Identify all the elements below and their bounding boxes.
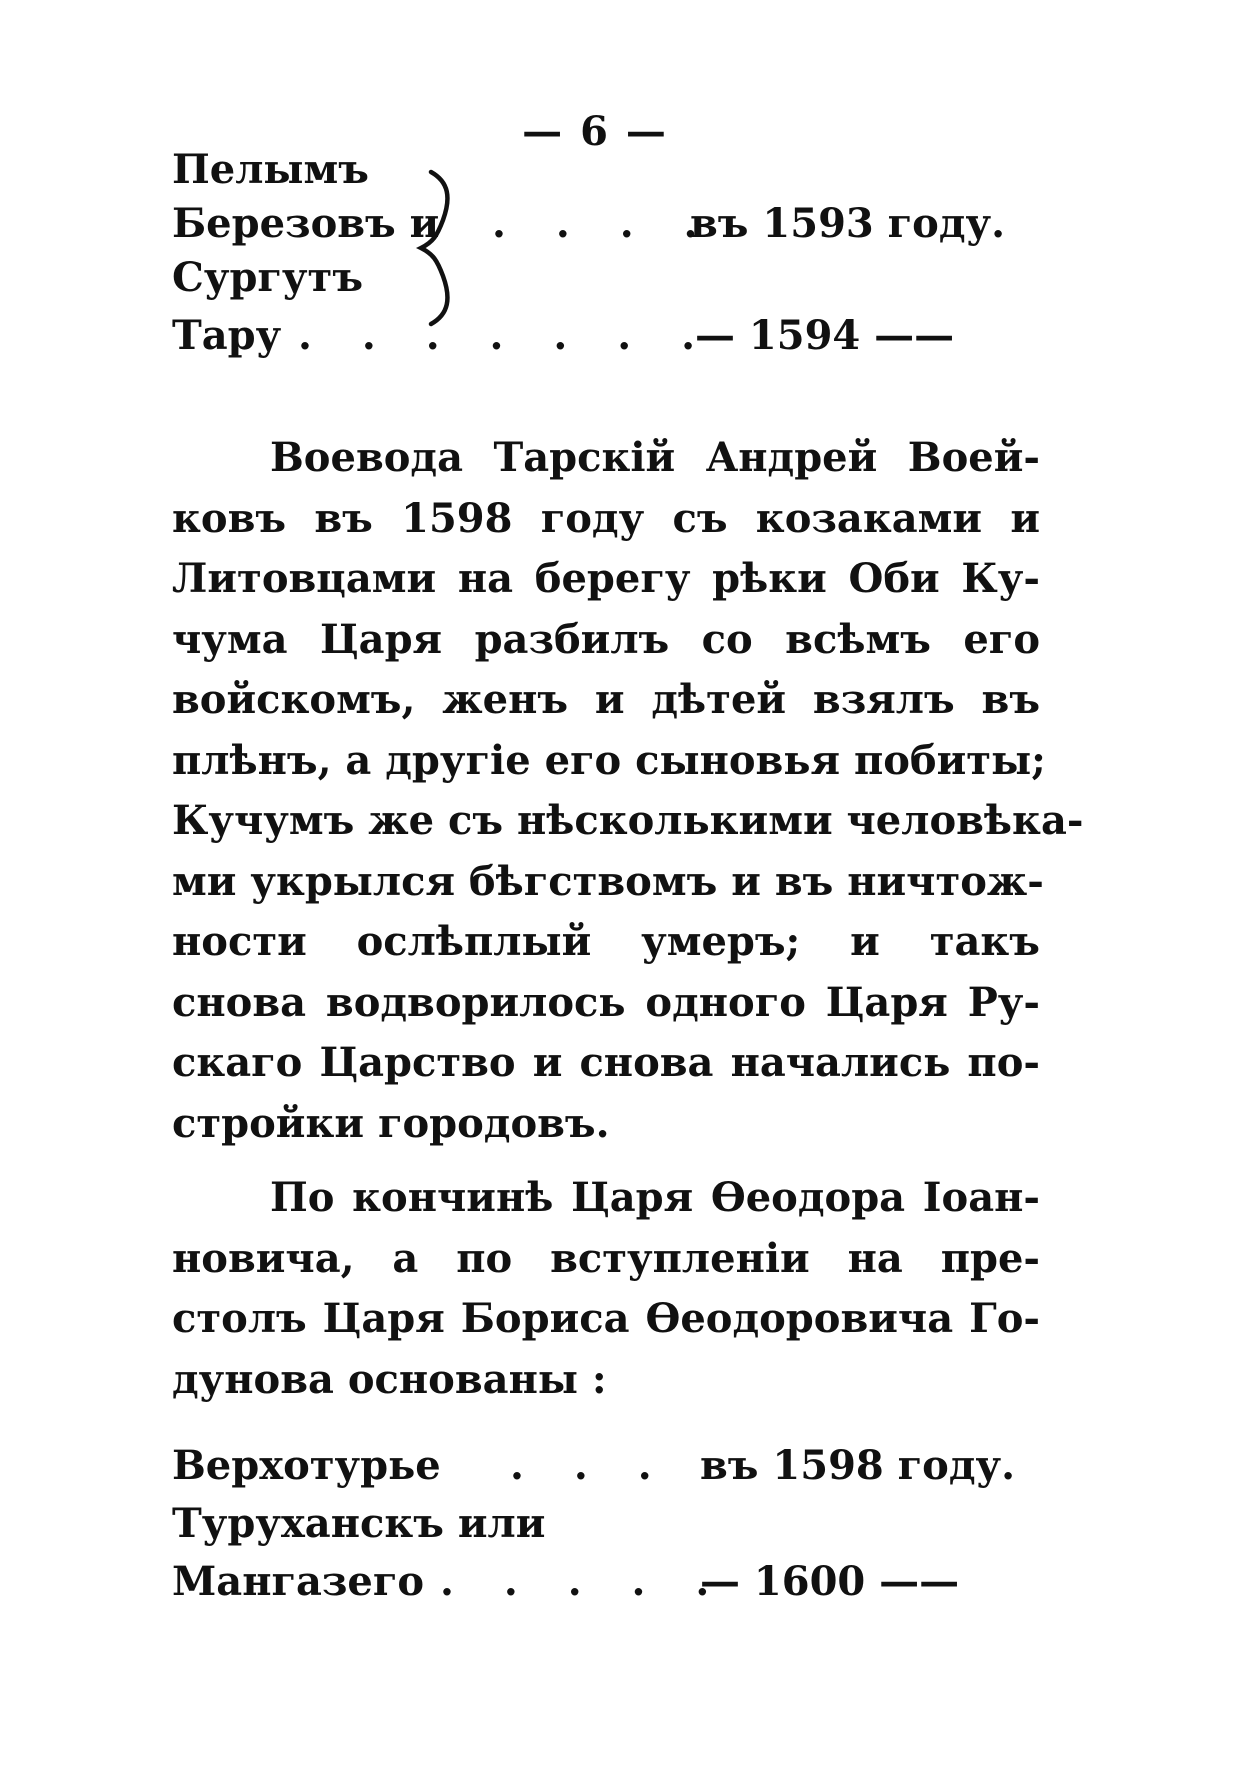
list-item-year: — 1600 —— [700,1558,960,1605]
leader-dots: . . . . [492,200,716,247]
text-line: По кончинѣ Царя Ѳеодора Іоан- [270,1174,1040,1221]
list-item-year: въ 1593 году. [690,200,1006,247]
list-item-name: Березовъ и [172,200,440,247]
paragraph-godunov [172,1168,1040,1410]
list-item-name: Тару [172,312,282,359]
list-item-name: Мангазего [172,1558,425,1605]
text-line: новича, а по вступленіи на пре- [172,1234,1040,1282]
list-item-name: Пелымъ [172,146,369,193]
text-line: стройки городовъ. [172,1099,610,1147]
paragraph-voeikov [172,428,1084,1154]
text-line: дунова основаны : [172,1355,607,1403]
leader-dots: . . . [510,1442,670,1489]
list-item-name: Сургутъ [172,254,363,301]
list-item-name: Верхотурье [172,1442,441,1489]
text-line: ми укрылся бѣгствомъ и въ ничтож- [172,857,1044,905]
list-item-year: — 1594 —— [695,312,955,359]
text-line: Литовцами на берегу рѣки Оби Ку- [172,555,1040,602]
text-line: столъ Царя Бориса Ѳеодоровича Го- [172,1295,1040,1342]
curly-brace-icon [415,168,463,328]
leader-dots: . . . . . . . [298,312,714,359]
text-line: чума Царя разбилъ со всѣмъ его [172,615,1040,663]
page-number: — 6 — [522,108,668,155]
text-line: ковъ въ 1598 году съ козаками и [172,494,1040,542]
text-line: Воевода Тарскій Андрей Воей- [270,434,1040,481]
text-line: Кучумъ же съ нѣсколькими человѣка- [172,797,1084,844]
leader-dots: . . . . . [440,1558,728,1605]
text-line: скаго Царство и снова начались по- [172,1039,1040,1086]
text-line: плѣнъ, а другіе его сыновья побиты; [172,736,1046,784]
text-line: войскомъ, женъ и дѣтей взялъ въ [172,676,1040,723]
text-line: снова водворилось одного Царя Ру- [172,978,1040,1026]
text-line: ности ослѣплый умеръ; и такъ [172,918,1040,965]
list-item-year: въ 1598 году. [700,1442,1016,1489]
list-item-name: Туруханскъ или [172,1500,546,1547]
